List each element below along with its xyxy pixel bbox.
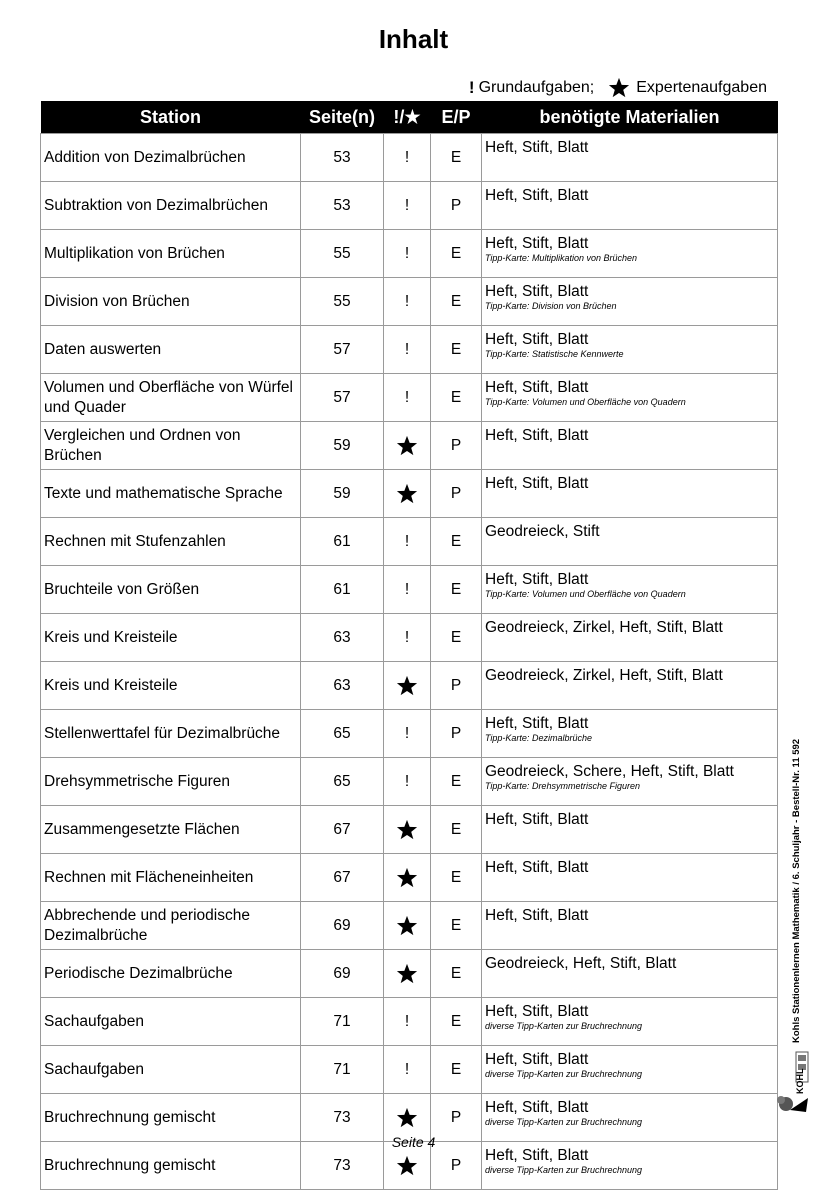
materials-text: Heft, Stift, Blatt [485,379,589,396]
basic-task-symbol: ! [404,388,410,406]
materials-text: Heft, Stift, Blatt [485,187,589,204]
task-type-cell [384,950,431,998]
materials-text: Heft, Stift, Blatt [485,475,589,492]
pages-cell: 71 [301,1046,384,1094]
pages-cell: 67 [301,854,384,902]
materials-text: Heft, Stift, Blatt [485,859,589,876]
station-cell: Daten auswerten [41,326,301,374]
pages-cell: 53 [301,182,384,230]
station-cell: Bruchteile von Größen [41,566,301,614]
materials-text: Heft, Stift, Blatt [485,427,589,444]
ep-cell: E [431,806,482,854]
pages-cell: 61 [301,518,384,566]
task-type-cell [384,710,431,758]
table-row [41,230,778,278]
legend-expert-label: Expertenaufgaben [636,79,767,96]
station-cell: Vergleichen und Ordnen von Brüchen [41,422,301,470]
station-cell: Subtraktion von Dezimalbrüchen [41,182,301,230]
materials-cell [482,758,778,806]
basic-task-symbol: ! [404,148,410,166]
contents-table [40,101,778,1190]
materials-text: Heft, Stift, Blatt [485,1147,589,1164]
basic-task-symbol: ! [404,340,410,358]
logo-text: KOHL [795,1068,805,1094]
star-icon [396,819,418,841]
ep-cell: E [431,134,482,182]
table-row [41,950,778,998]
side-publisher-text: Kohls Stationenlernen Mathematik / 6. Schuljahr - Bestell-Nr. 11 592 [791,738,802,1043]
table-row [41,854,778,902]
table-row [41,998,778,1046]
tip-card-note: Tipp-Karte: Statistische Kennwerte [485,349,624,359]
station-cell: Division von Brüchen [41,278,301,326]
materials-cell [482,950,778,998]
ep-cell: P [431,662,482,710]
pages-cell: 63 [301,662,384,710]
tip-card-note: Tipp-Karte: Volumen und Oberfläche von Quadern [485,589,686,599]
materials-cell [482,710,778,758]
task-type-cell [384,758,431,806]
table-row [41,470,778,518]
pages-cell: 69 [301,902,384,950]
tip-card-note: diverse Tipp-Karten zur Bruchrechnung [485,1021,642,1031]
materials-cell [482,1046,778,1094]
pages-cell: 73 [301,1094,384,1142]
basic-task-symbol: ! [404,244,410,262]
header-ep: E/P [431,101,482,134]
task-type-cell [384,230,431,278]
tip-card-note: diverse Tipp-Karten zur Bruchrechnung [485,1165,642,1175]
materials-cell [482,230,778,278]
materials-text: Heft, Stift, Blatt [485,1099,589,1116]
task-type-cell [384,1046,431,1094]
table-row [41,182,778,230]
publisher-logo-icon [776,1050,812,1114]
task-type-cell [384,374,431,422]
materials-cell [482,998,778,1046]
star-icon [396,963,418,985]
task-type-cell [384,854,431,902]
table-row [41,614,778,662]
pages-cell: 65 [301,710,384,758]
table-row [41,374,778,422]
materials-text: Heft, Stift, Blatt [485,811,589,828]
ep-cell: E [431,950,482,998]
ep-cell: P [431,710,482,758]
basic-task-symbol: ! [404,1012,410,1030]
table-row [41,662,778,710]
materials-cell [482,614,778,662]
pages-cell: 55 [301,278,384,326]
ep-cell: E [431,518,482,566]
station-cell: Sachaufgaben [41,1046,301,1094]
pages-cell: 55 [301,230,384,278]
tip-card-note: Tipp-Karte: Drehsymmetrische Figuren [485,781,640,791]
ep-cell: P [431,470,482,518]
task-type-cell [384,422,431,470]
station-cell: Texte und mathematische Sprache [41,470,301,518]
station-cell: Kreis und Kreisteile [41,614,301,662]
task-type-cell [384,134,431,182]
materials-text: Heft, Stift, Blatt [485,907,589,924]
pages-cell: 57 [301,374,384,422]
pages-cell: 59 [301,422,384,470]
materials-text: Geodreieck, Heft, Stift, Blatt [485,955,677,972]
ep-cell: E [431,614,482,662]
materials-cell [482,326,778,374]
table-body [41,134,778,1190]
task-type-cell [384,998,431,1046]
ep-cell: E [431,902,482,950]
station-cell: Volumen und Oberfläche von Würfel und Quader [41,374,301,422]
materials-text: Heft, Stift, Blatt [485,1051,589,1068]
ep-cell: P [431,1094,482,1142]
station-cell: Addition von Dezimalbrüchen [41,134,301,182]
materials-text: Heft, Stift, Blatt [485,235,589,252]
station-cell: Multiplikation von Brüchen [41,230,301,278]
materials-cell [482,518,778,566]
station-cell: Rechnen mit Flächeneinheiten [41,854,301,902]
task-type-cell [384,566,431,614]
tip-card-note: Tipp-Karte: Multiplikation von Brüchen [485,253,637,263]
pages-cell: 61 [301,566,384,614]
star-icon [396,1107,418,1129]
station-cell: Bruchrechnung gemischt [41,1142,301,1190]
ep-cell: E [431,374,482,422]
task-type-cell [384,614,431,662]
materials-cell [482,854,778,902]
table-row [41,902,778,950]
basic-task-symbol: ! [404,580,410,598]
materials-cell [482,902,778,950]
star-icon [396,867,418,889]
basic-task-symbol: ! [404,196,410,214]
materials-text: Geodreieck, Stift [485,523,600,540]
star-icon [396,915,418,937]
pages-cell: 69 [301,950,384,998]
materials-cell [482,374,778,422]
star-icon [396,483,418,505]
station-cell: Abbrechende und periodische Dezimalbrüche [41,902,301,950]
table-header-row [41,101,778,134]
materials-cell [482,566,778,614]
task-type-cell [384,518,431,566]
ep-cell: E [431,758,482,806]
materials-cell [482,662,778,710]
task-type-cell [384,902,431,950]
materials-cell [482,182,778,230]
ep-cell: E [431,326,482,374]
basic-task-symbol: ! [404,628,410,646]
task-type-cell [384,182,431,230]
header-type: !/★ [384,101,431,134]
tip-card-note: diverse Tipp-Karten zur Bruchrechnung [485,1069,642,1079]
pages-cell: 53 [301,134,384,182]
station-cell: Stellenwerttafel für Dezimalbrüche [41,710,301,758]
star-icon [396,435,418,457]
tip-card-note: Tipp-Karte: Volumen und Oberfläche von Quadern [485,397,686,407]
table-row [41,518,778,566]
pages-cell: 63 [301,614,384,662]
basic-task-symbol: ! [404,724,410,742]
ep-cell: E [431,854,482,902]
star-icon [396,1155,418,1177]
pages-cell: 65 [301,758,384,806]
ep-cell: P [431,422,482,470]
materials-cell [482,422,778,470]
station-cell: Periodische Dezimalbrüche [41,950,301,998]
materials-text: Heft, Stift, Blatt [485,1003,589,1020]
materials-text: Heft, Stift, Blatt [485,283,589,300]
page-title: Inhalt [378,24,449,54]
ep-cell: E [431,998,482,1046]
basic-task-symbol: ! [404,1060,410,1078]
materials-cell [482,806,778,854]
header-station: Station [41,101,301,134]
station-cell: Sachaufgaben [41,998,301,1046]
legend-basic-symbol: ! [468,78,475,97]
station-cell: Kreis und Kreisteile [41,662,301,710]
table-row [41,710,778,758]
station-cell: Zusammengesetzte Flächen [41,806,301,854]
header-pages: Seite(n) [301,101,384,134]
ep-cell: P [431,1142,482,1190]
legend-basic-label: Grundaufgaben; [478,79,595,96]
pages-cell: 73 [301,1142,384,1190]
table-row [41,326,778,374]
page-footer: Seite 4 [391,1134,436,1150]
basic-task-symbol: ! [404,292,410,310]
table-row [41,278,778,326]
legend [469,77,767,99]
table-row [41,758,778,806]
basic-task-symbol: ! [404,532,410,550]
task-type-cell [384,278,431,326]
station-cell: Bruchrechnung gemischt [41,1094,301,1142]
station-cell: Drehsymmetrische Figuren [41,758,301,806]
task-type-cell [384,470,431,518]
materials-text: Heft, Stift, Blatt [485,715,589,732]
pages-cell: 59 [301,470,384,518]
materials-text: Geodreieck, Zirkel, Heft, Stift, Blatt [485,667,723,684]
ep-cell: E [431,230,482,278]
table-row [41,422,778,470]
ep-cell: E [431,278,482,326]
star-icon [608,77,630,99]
pages-cell: 71 [301,998,384,1046]
materials-cell [482,470,778,518]
tip-card-note: diverse Tipp-Karten zur Bruchrechnung [485,1117,642,1127]
ep-cell: E [431,1046,482,1094]
materials-text: Geodreieck, Schere, Heft, Stift, Blatt [485,763,734,780]
station-cell: Rechnen mit Stufenzahlen [41,518,301,566]
star-icon [396,675,418,697]
basic-task-symbol: ! [404,772,410,790]
table-row [41,806,778,854]
tip-card-note: Tipp-Karte: Dezimalbrüche [485,733,592,743]
task-type-cell [384,326,431,374]
table-row [41,134,778,182]
ep-cell: E [431,566,482,614]
ep-cell: P [431,182,482,230]
materials-cell [482,278,778,326]
materials-cell [482,134,778,182]
task-type-cell [384,662,431,710]
materials-text: Heft, Stift, Blatt [485,331,589,348]
pages-cell: 57 [301,326,384,374]
pages-cell: 67 [301,806,384,854]
materials-text: Heft, Stift, Blatt [485,571,589,588]
table-row [41,566,778,614]
table-row [41,1046,778,1094]
materials-text: Geodreieck, Zirkel, Heft, Stift, Blatt [485,619,723,636]
materials-text: Heft, Stift, Blatt [485,139,589,156]
tip-card-note: Tipp-Karte: Division von Brüchen [485,301,617,311]
header-materials: benötigte Materialien [482,101,778,134]
task-type-cell [384,806,431,854]
